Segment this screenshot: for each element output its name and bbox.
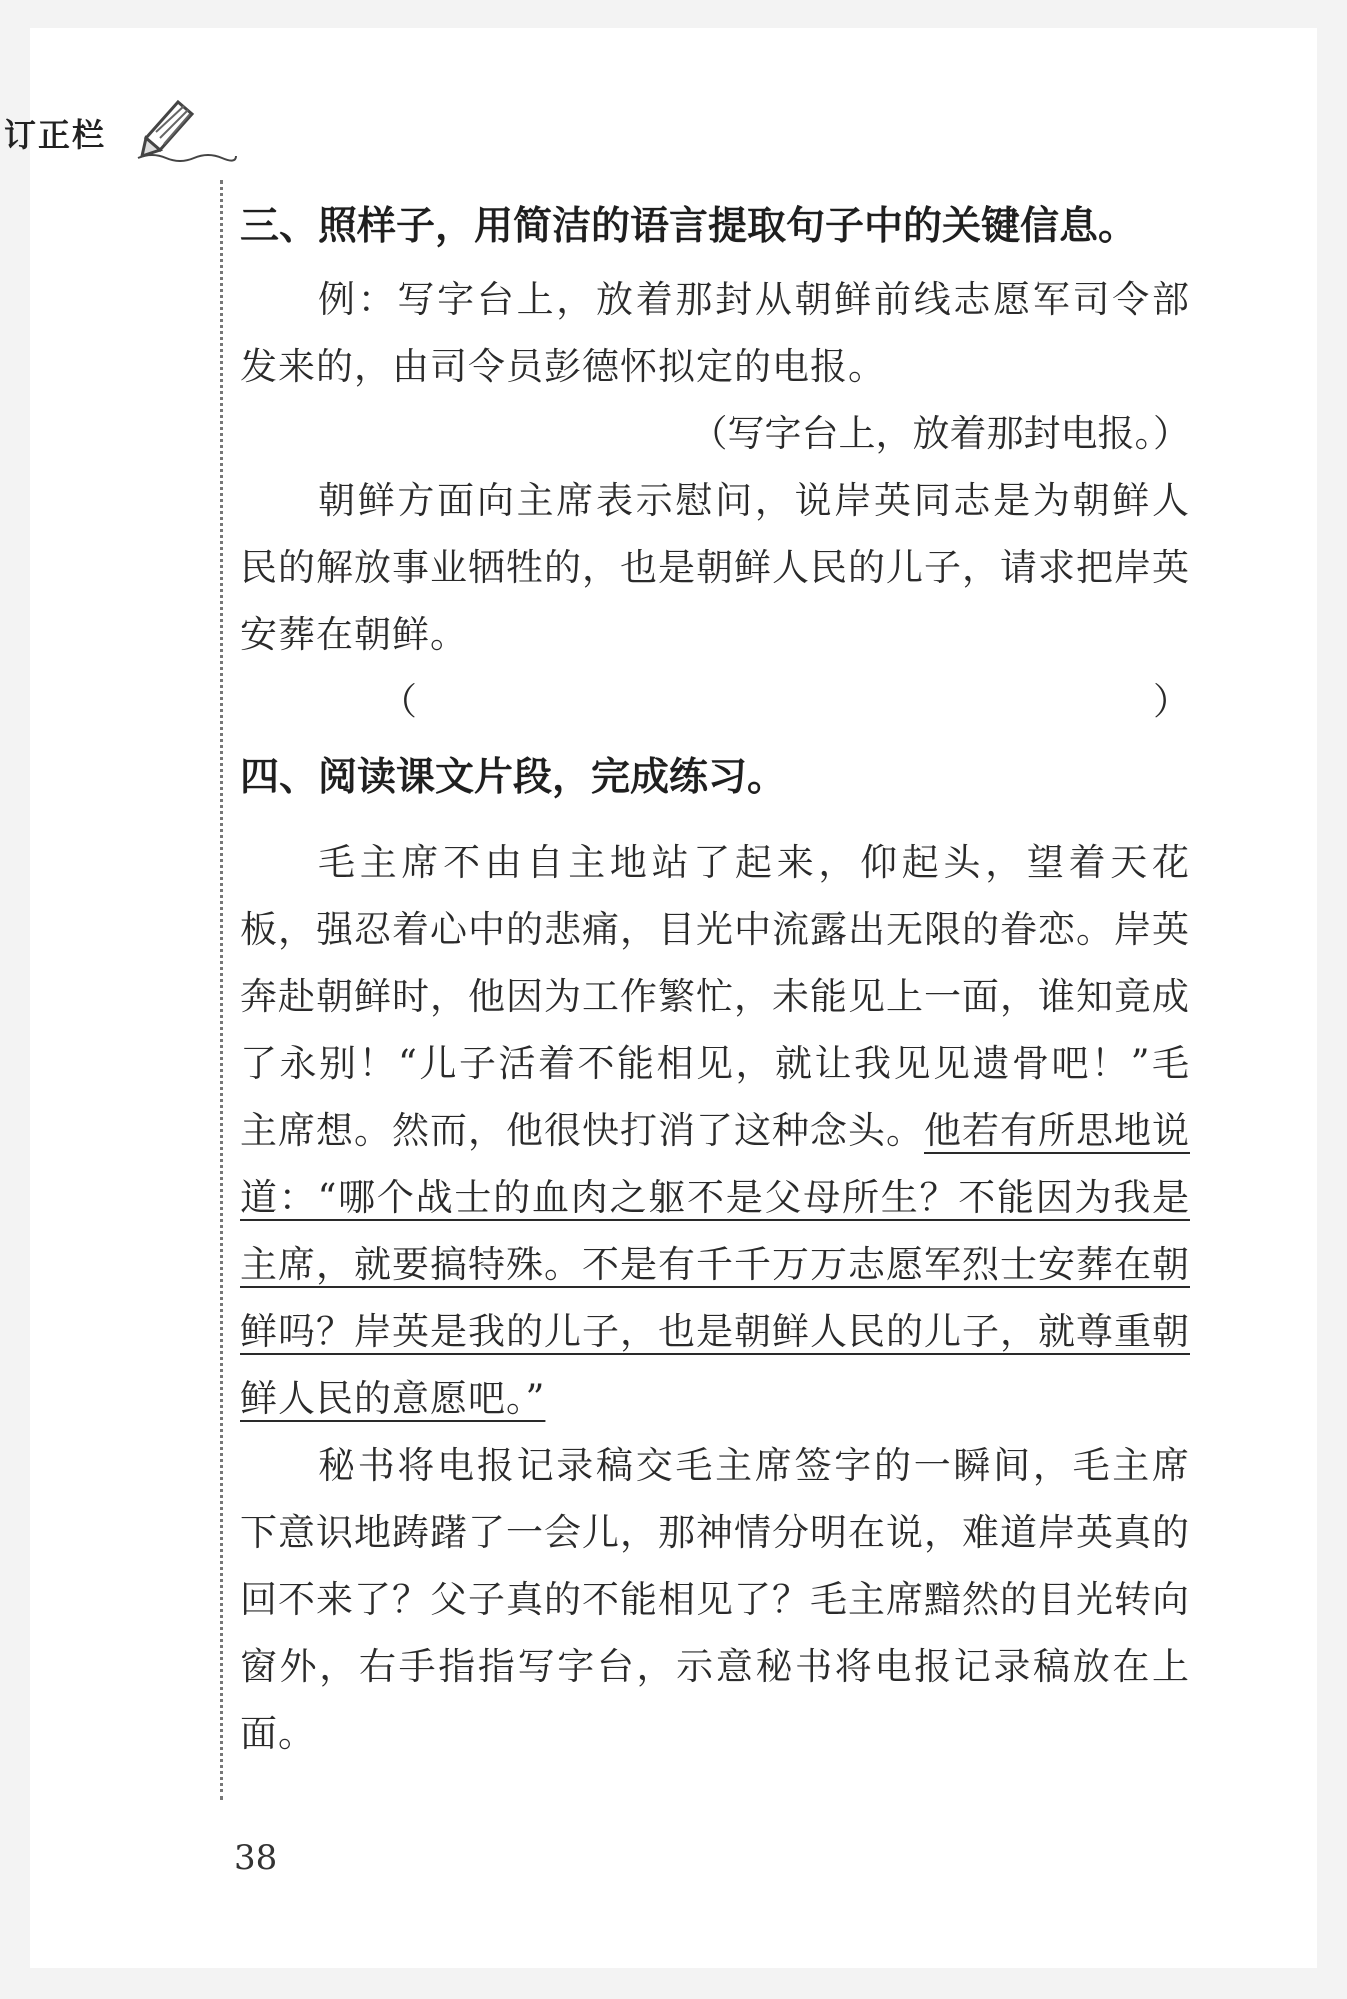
answer-close-paren: ） (1153, 680, 1190, 723)
answer-open-paren: （ (380, 680, 417, 723)
section3-heading: 三、照样子，用简洁的语言提取句子中的关键信息。 (240, 204, 1138, 249)
reading-paragraph-2: 秘书将电报记录稿交毛主席签字的一瞬间，毛主席下意识地踌躇了一会儿，那神情分明在说，难道岸英真的回不来了？父子真的不能相见了？毛主席黯然的目光转向窗外，右手指指写字台，示意秘书将电报记录稿放在上面。 (240, 1444, 1190, 1755)
section3-example: 例：写字台上，放着那封从朝鲜前线志愿军司令部发来的，由司令员彭德怀拟定的电报。 (240, 278, 1190, 388)
section3-question: 朝鲜方面向主席表示慰问，说岸英同志是为朝鲜人民的解放事业牺牲的，也是朝鲜人民的儿子，请求把岸英安葬在朝鲜。 (240, 479, 1190, 656)
paragraph-1-text: 毛主席不由自主地站了起来，仰起头，望着天花板，强忍着心中的悲痛，目光中流露出无限的眷恋。岸英奔赴朝鲜时，他因为工作繁忙，未能见上一面，谁知竟成了永别！“儿子活着不能相见，就让我见见遗骨吧！”毛主席想。然而，他很快打消了这种念头。 (240, 841, 1190, 1152)
section3-example-answer: （写字台上，放着那封电报。） (690, 412, 1190, 455)
section4-heading: 四、阅读课文片段，完成练习。 (240, 755, 787, 800)
correction-column-label: 订正栏 (4, 116, 107, 154)
underlined-passage: 他若有所思地说道：“哪个战士的血肉之躯不是父母所生？不能因为我是主席，就要搞特殊。不是有千千万万志愿军烈士安葬在朝鲜吗？岸英是我的儿子，也是朝鲜人民的儿子，就尊重朝鲜人民的意愿吧。” (240, 1109, 1190, 1420)
margin-divider (220, 180, 223, 1800)
main-content (240, 190, 1190, 1767)
pencil-icon (118, 92, 238, 162)
page-number: 38 (234, 1838, 278, 1878)
answer-blank[interactable] (240, 668, 1190, 735)
reading-paragraph-1 (240, 829, 1190, 1432)
